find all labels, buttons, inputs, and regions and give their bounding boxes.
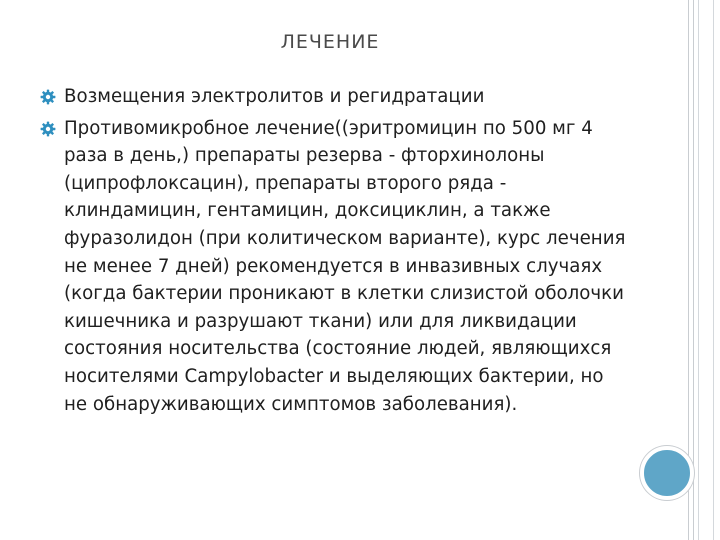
decorative-circle — [640, 446, 694, 500]
slide-title: ЛЕЧЕНИЕ — [280, 31, 380, 53]
settings-gear-icon — [40, 89, 56, 105]
settings-gear-icon — [40, 121, 56, 137]
bullet-list — [40, 83, 630, 422]
bullet-item — [40, 115, 630, 419]
bullet-text: Возмещения электролитов и регидратации — [64, 86, 485, 107]
decorative-line — [713, 0, 714, 540]
bullet-text: Противомикробное лечение((эритромицин по 500 мг 4 раза в день,) препараты резерва - фторхинолоны (ципрофлоксацин), препараты второго ряда - клиндамицин, гентамицин, доксициклин, а также фуразолидон (при колитическом варианте), курс лечения не менее 7 дней) рекомендуется в инвазивных случаях (когда бактерии проникают в клетки слизистой оболочки кишечника и разрушают ткани) или для ликвидации состояния носительства (состояние людей, являющихся носителями Campylobacter и выделяющих бактерии, но не обнаруживающих симптомов заболевания). — [64, 117, 626, 415]
bullet-item — [40, 83, 630, 111]
decorative-line — [698, 0, 699, 540]
decorative-line — [693, 0, 694, 540]
